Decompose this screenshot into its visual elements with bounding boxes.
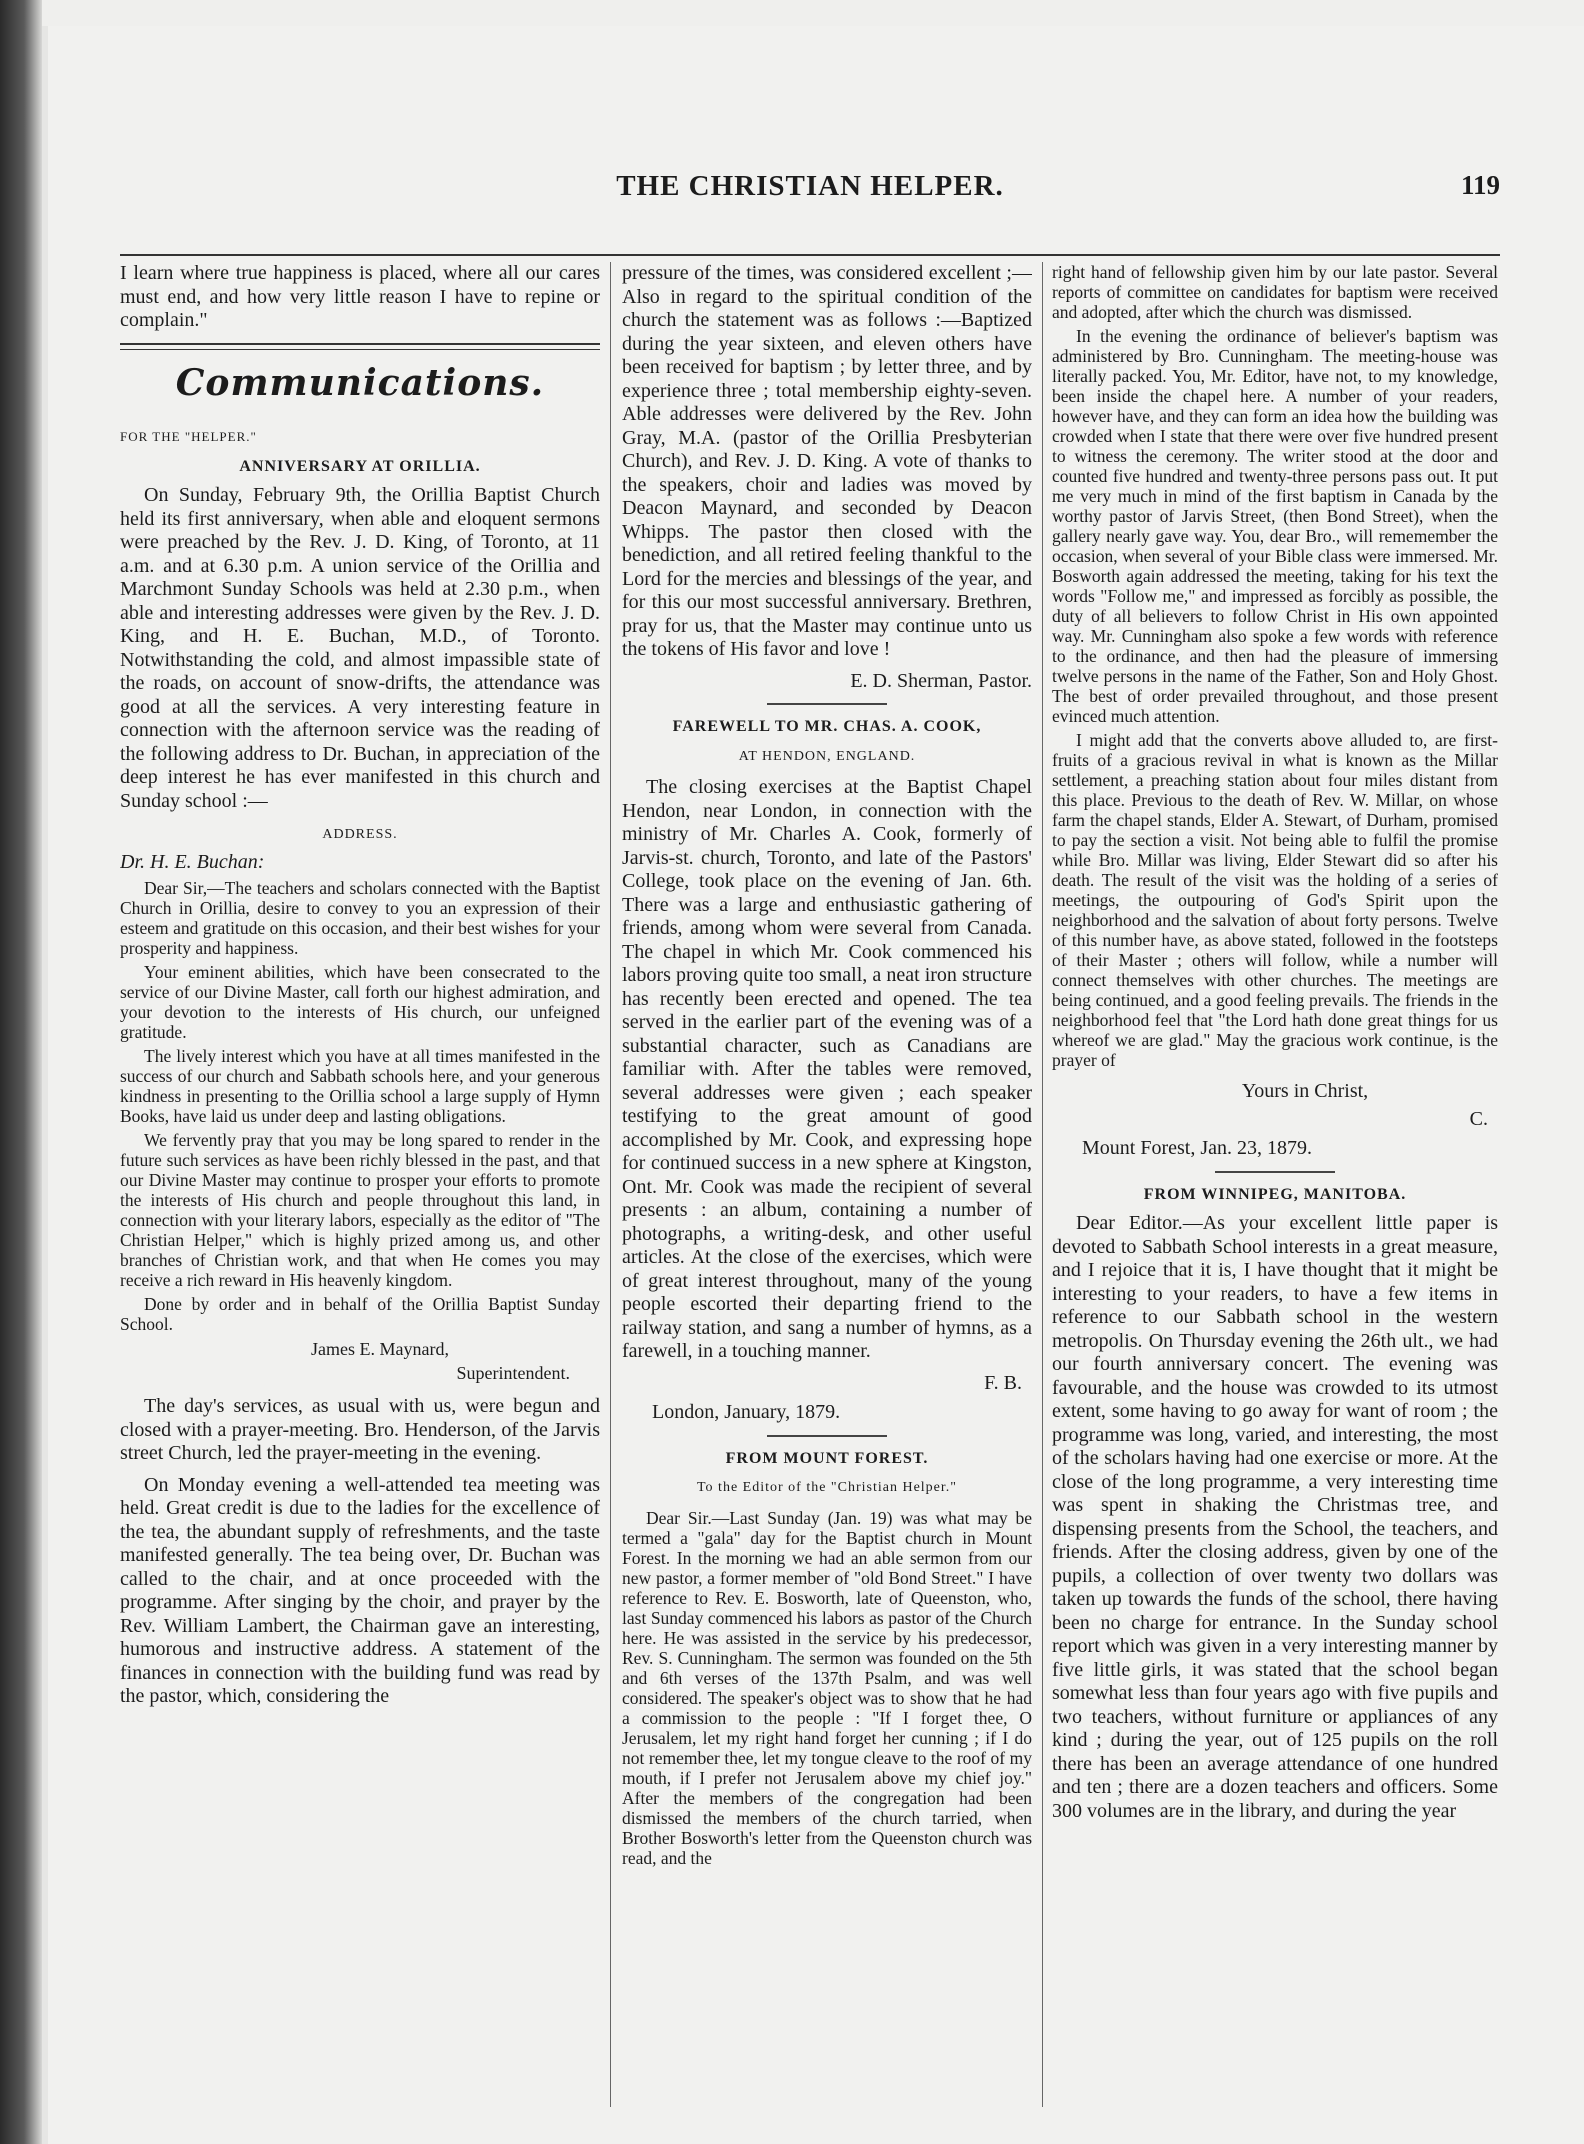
for-helper-line: FOR THE "HELPER." <box>120 429 257 444</box>
page-number: 119 <box>1460 170 1500 200</box>
article-heading-mount-forest: FROM MOUNT FOREST. <box>725 1449 929 1467</box>
address-paragraph: Your eminent abilities, which have been consecrated to the service of our Divine Master, call forth our highest admiration, and your devotion to the interests of His church, our unfeigned gratitude. <box>120 962 600 1042</box>
separator-rule <box>767 1435 887 1437</box>
section-title: Communications. <box>175 361 545 404</box>
scan-edge-shadow <box>0 0 42 2144</box>
column-divider <box>1042 262 1043 2107</box>
paragraph: In the evening the ordinance of believer's baptism was administered by Bro. Cunningham. The meeting-house was literally packed. You, Mr. Editor, have not, to my knowledge, been inside the chapel here. A number of your readers, however have, and they can form an idea how the building was crowded when I state that there were over five hundred present to witness the ceremony. The writer stood at the door and counted five hundred and twenty-three persons pass out. It put me very much in mind of the first baptism in Canada by the worthy pastor of Jarvis Street, (then Bond Street), when the gallery nearly gave way. You, dear Bro., will rememember the occasion, when several of your Bible class were immersed. Mr. Bosworth again addressed the meeting, taking for his text the words "Follow me," and impressed as forcibly as possible, the duty of all believers to follow Christ in His own appointed way. Mr. Cunningham also spoke a few words with reference to the ordinance, and then had the pleasure of immersing twelve persons in the name of the Father, Son and Holy Ghost. The best of order prevailed throughout, and those present evinced much attention. <box>1052 326 1498 726</box>
address-label: ADDRESS. <box>322 827 398 842</box>
header-rule <box>120 254 1500 256</box>
journal-title: THE CHRISTIAN HELPER. <box>616 170 1004 202</box>
paragraph: The closing exercises at the Baptist Chapel Hendon, near London, in connection with the ministry of Mr. Charles A. Cook, formerly of Jarvis-st. church, Toronto, and late of the Pastors' College, took place on the evening of Jan. 6th. There was a large and enthusiastic gathering of friends, among whom were several from Canada. The chapel in which Mr. Cook commenced his labors proving quite too small, a neat iron structure has recently been erected and opened. The tea served in the earlier part of the evening was of a substantial character, such as Canadians are familiar with. After the tables were removed, several addresses were given ; each speaker testifying to the great amount of good accomplished by Mr. Cook, and expressing hope for continued success in a new sphere at Kingston, Ont. Mr. Cook was made the recipient of several presents : an album, containing a number of photographs, a writing-desk, and other useful articles. At the close of the exercises, which were of great interest throughout, many of the young people escorted their departing friend to the railway station, and sang a number of hymns, as a farewell, in a touching manner. <box>622 776 1032 1362</box>
dateline: Mount Forest, Jan. 23, 1879. <box>1082 1137 1312 1159</box>
paragraph: On Sunday, February 9th, the Orillia Baptist Church held its first anniversary, when able and eloquent sermons were preached by the Rev. J. D. King, of Toronto, at 11 a.m. and at 6.30 p.m. A union service of the Orillia and Marchmont Sunday Schools was held at 2.30 p.m., when able and interesting addresses were given by the Rev. J. D. King, and H. E. Buchan, M.D., of Toronto. Notwithstanding the cold, and almost impassible state of the roads, on account of snow-drifts, the attendance was good at all the services. A very interesting feature in connection with the afternoon service was the reading of the following address to Dr. Buchan, in appreciation of the deep interest he has ever manifested in this church and Sunday school :— <box>120 484 600 812</box>
paragraph: pressure of the times, was considered excellent ;—Also in regard to the spiritual condition of the church the statement was as follows :—Baptized during the year sixteen, and eleven others have been received for baptism ; by letter three, and by experience three ; total membership eighty-seven. Able addresses were delivered by the Rev. John Gray, M.A. (pastor of the Orillia Presbyterian Church), and Rev. J. D. King. A vote of thanks to the speakers, choir and ladies was moved by Deacon Maynard, and seconded by Deacon Whipps. The pastor then closed with the benediction, and all retired feeling thankful to the Lord for the mercies and blessings of the year, and for this our most successful anniversary. Brethren, pray for us, that the Master may continue unto us the tokens of His favor and love ! <box>622 262 1032 660</box>
paragraph: On Monday evening a well-attended tea meeting was held. Great credit is due to the ladies for the excellence of the tea, the abundant supply of refreshments, and the taste manifested generally. The tea being over, Dr. Buchan was called to the chair, and at once proceeded with the programme. After singing by the choir, and prayer by the Rev. William Lambert, the Chairman gave an interesting, humorous and instructive address. A statement of the finances in connection with the building fund was read by the pastor, which, considering the <box>120 1473 600 1707</box>
article-heading-farewell: FAREWELL TO MR. CHAS. A. COOK, <box>672 718 982 735</box>
section-rule <box>120 343 600 350</box>
separator-rule <box>767 703 887 705</box>
dateline: London, January, 1879. <box>652 1401 841 1423</box>
pastor-signature: E. D. Sherman, Pastor. <box>850 669 1032 692</box>
column-3 <box>1052 262 1498 2112</box>
address-paragraph: We fervently pray that you may be long spared to render in the future such services as have been richly blessed in the past, and that our Divine Master may continue to prosper your efforts to promote the interests of His church and people throughout this land, in connection with your literary labors, especially as the editor of "The Christian Helper," which is highly prized among us, and other branches of Christian work, and that when He comes you may receive a rich reward in His heavenly kingdom. <box>120 1130 600 1290</box>
address-paragraph: Done by order and in behalf of the Orillia Baptist Sunday School. <box>120 1294 600 1334</box>
signatory-name: James E. Maynard, <box>311 1339 449 1359</box>
article-heading-winnipeg: FROM WINNIPEG, MANITOBA. <box>1143 1185 1407 1203</box>
address-salutation: Dr. H. E. Buchan: <box>120 850 265 873</box>
separator-rule <box>1215 1171 1335 1173</box>
article-subheading: To the Editor of the "Christian Helper." <box>696 1480 957 1495</box>
scan-top-margin <box>42 0 1584 26</box>
paragraph: Dear Sir.—Last Sunday (Jan. 19) was what may be termed a "gala" day for the Baptist church in Mount Forest. In the morning we had an able sermon from our new pastor, a former member of "old Bond Street." I have reference to Rev. E. Bosworth, late of Queenston, who, last Sunday commenced his labors as pastor of the Church here. He was assisted in the service by his predecessor, Rev. S. Cunningham. The sermon was founded on the 5th and 6th verses of the 137th Psalm, and was well considered. The speaker's object was to show that he had a commission to the people : "If I forget thee, O Jerusalem, let my right hand forget her cunning ; if I do not remember thee, let my tongue cleave to the roof of my mouth, if I prefer not Jerusalem above my chief joy." After the members of the congregation had been dismissed the members of the church tarried, when Brother Bosworth's letter from the Queenston church was read, and the <box>622 1507 1032 1868</box>
column-1 <box>120 262 600 2112</box>
running-head <box>120 170 1500 230</box>
author-initials: F. B. <box>984 1371 1022 1394</box>
address-paragraph: Dear Sir,—The teachers and scholars connected with the Baptist Church in Orillia, desire to convey to you an expression of their esteem and gratitude on this occasion, and their best wishes for your prosperity and happiness. <box>120 878 600 958</box>
article-subheading: AT HENDON, ENGLAND. <box>738 748 916 764</box>
author-initials: C. <box>1469 1107 1488 1130</box>
signatory-title: Superintendent. <box>456 1362 570 1383</box>
column-divider <box>610 262 611 2107</box>
paragraph: The day's services, as usual with us, were begun and closed with a prayer-meeting. Bro. Henderson, of the Jarvis street Church, led the prayer-meeting in the evening. <box>120 1395 600 1464</box>
paragraph: right hand of fellowship given him by our late pastor. Several reports of committee on candidates for baptism were received and adopted, after which the church was dismissed. <box>1052 262 1498 322</box>
paragraph: Dear Editor.—As your excellent little paper is devoted to Sabbath School interests in a great measure, and I rejoice that it is, I have thought that it might be interesting to your readers, to have a few items in reference to our Sabbath school in the western metropolis. On Thursday evening the 26th ult., we had our fourth anniversary concert. The evening was favourable, and the house was crowded to its utmost extent, some having to go away for want of room ; the programme was long, varied, and interesting, the most of the scholars having had one exercise or more. At the close of the long programme, a very interesting time was spent in shaking the Christmas tree, and dispensing presents from the School, the teachers, and friends. After the closing address, given by one of the pupils, a collection of over twenty two dollars was taken up towards the funds of the school, there having been no charge for entrance. In the Sunday school report which was given in a very interesting manner by five little girls, it was stated that the school began somewhat less than four years ago with five pupils and two teachers, without furniture or appliances of any kind ; during the year, out of 125 pupils on the roll there has been an average attendance of one hundred and ten ; there are a dozen teachers and officers. Some 300 volumes are in the library, and during the year <box>1052 1212 1498 1822</box>
column-2 <box>622 262 1032 2112</box>
paragraph: I might add that the converts above alluded to, are first-fruits of a gracious revival in what is known as the Millar settlement, a preaching station about four miles distant from this place. Previous to the death of Rev. W. Millar, on whose farm the chapel stands, Elder A. Stewart, of Durham, promised to pay the section a visit. Not being able to fulfil the promise while Bro. Millar was living, Elder Stewart did so after his death. The result of the visit was the holding of a series of meetings, the outpouring of God's Spirit upon the neighborhood and the salvation of about forty persons. Twelve of this number have, as above stated, followed in the footsteps of their Master ; others will follow, while a number will connect themselves with other churches. The meetings are being continued, and a good feeling prevails. The friends in the neighborhood feel that "the Lord hath done great things for us whereof we are glad." May the gracious work continue, is the prayer of <box>1052 730 1498 1070</box>
intro-paragraph: I learn where true happiness is placed, where all our cares must end, and how very little reason I have to repine or complain." <box>120 262 600 331</box>
address-paragraph: The lively interest which you have at all times manifested in the success of our church and Sabbath schools here, and your generous kindness in presenting to the Orillia school a large supply of Hymn Books, have laid us under deep and lasting obligations. <box>120 1046 600 1126</box>
closing-line: Yours in Christ, <box>1241 1080 1369 1102</box>
article-heading-orillia: ANNIVERSARY AT ORILLIA. <box>239 457 481 475</box>
